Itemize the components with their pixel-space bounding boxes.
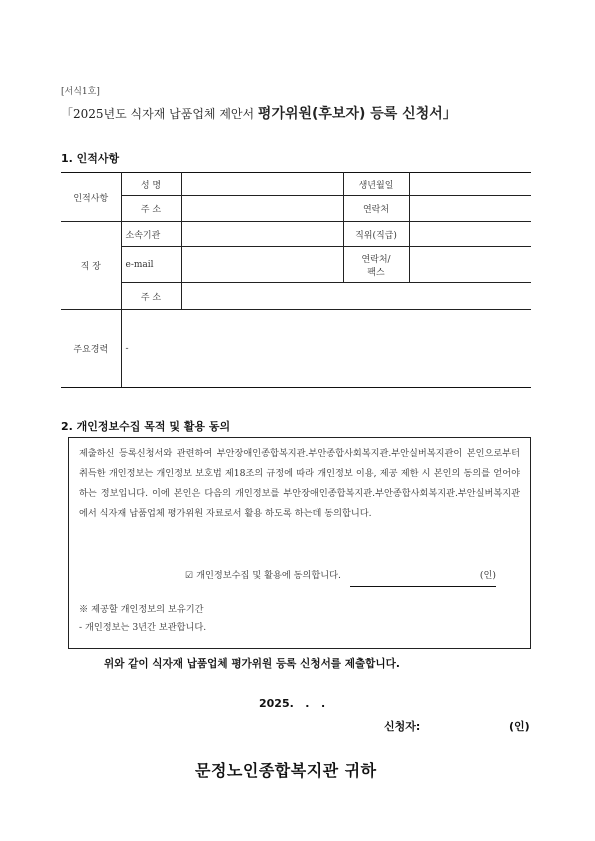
address-field[interactable] [181,196,343,222]
title-prefix: 2025년도 식자재 납품업체 제안서 [73,107,258,121]
name-field[interactable] [181,173,343,196]
contact-field[interactable] [409,196,531,222]
retention-detail: - 개인정보는 3년간 보관합니다. [79,622,207,633]
org-label: 소속기관 [121,222,181,247]
contact-fax-label-line1: 연락처/ [361,254,391,265]
title-open-bracket: 「 [61,107,74,121]
consent-agree-text: 개인정보수집 및 활용에 동의합니다. [196,570,341,581]
contact-fax-label [343,247,409,283]
recipient-line: 문정노인종합복지관 귀하 [195,761,377,780]
email-label: e-mail [121,247,181,283]
retention-notice [79,601,206,637]
birth-label: 생년월일 [343,173,409,196]
title-close-bracket: 」 [442,106,457,122]
contact-label: 연락처 [343,196,409,222]
birth-field[interactable] [409,173,531,196]
position-label: 직위(직급) [343,222,409,247]
work-address-field[interactable] [181,283,531,310]
submission-date: 2025. . . [259,697,326,710]
section2-heading: 2. 개인정보수집 목적 및 활용 동의 [61,420,231,433]
section1-heading: 1. 인적사항 [61,152,120,165]
document-title [61,103,457,123]
consent-agree-line [185,566,496,587]
retention-title: ※ 제공할 개인정보의 보유기간 [79,604,204,615]
contact-fax-field[interactable] [409,247,531,283]
career-label: 주요경력 [61,310,121,388]
consent-signature-line[interactable] [350,566,496,587]
form-number: [서식1호] [61,87,100,97]
name-label: 성 명 [121,173,181,196]
job-group-label: 직 장 [61,222,121,310]
consent-checkbox[interactable]: ☑ [185,570,194,581]
address-label: 주 소 [121,196,181,222]
org-field[interactable] [181,222,343,247]
applicant-seal: (인) [509,720,530,733]
work-address-label: 주 소 [121,283,181,310]
career-field[interactable]: - [121,310,531,388]
consent-body: 제출하신 등록신청서와 관련하여 부안장애인종합복지관.부안종합사회복지관.부안실버복지관이 본인으로부터 취득한 개인정보는 개인정보 보호법 제18조의 규정에 따라 개인정보 이용, 제공 제한 시 본인의 동의를 얻어야 하는 정보입니다. 이에 본인은 다음의 개인정보를 부안장애인종합복지관.부안종합사회복지관.부안실버복지관에서 식자재 납품업체 평가위원 자료로서 활용 하도록 하는데 동의합니다. [79,448,520,519]
personal-group-label: 인적사항 [61,173,121,222]
submission-statement: 위와 같이 식자재 납품업체 평가위원 등록 신청서를 제출합니다. [104,658,400,670]
consent-seal-mark: (인) [479,570,496,581]
consent-box [68,437,531,649]
contact-fax-label-line2: 팩스 [367,267,385,278]
applicant-label: 신청자: [384,720,421,733]
title-emphasis: 평가위원(후보자) 등록 신청서 [257,106,443,122]
personal-info-table [61,172,531,388]
email-field[interactable] [181,247,343,283]
position-field[interactable] [409,222,531,247]
